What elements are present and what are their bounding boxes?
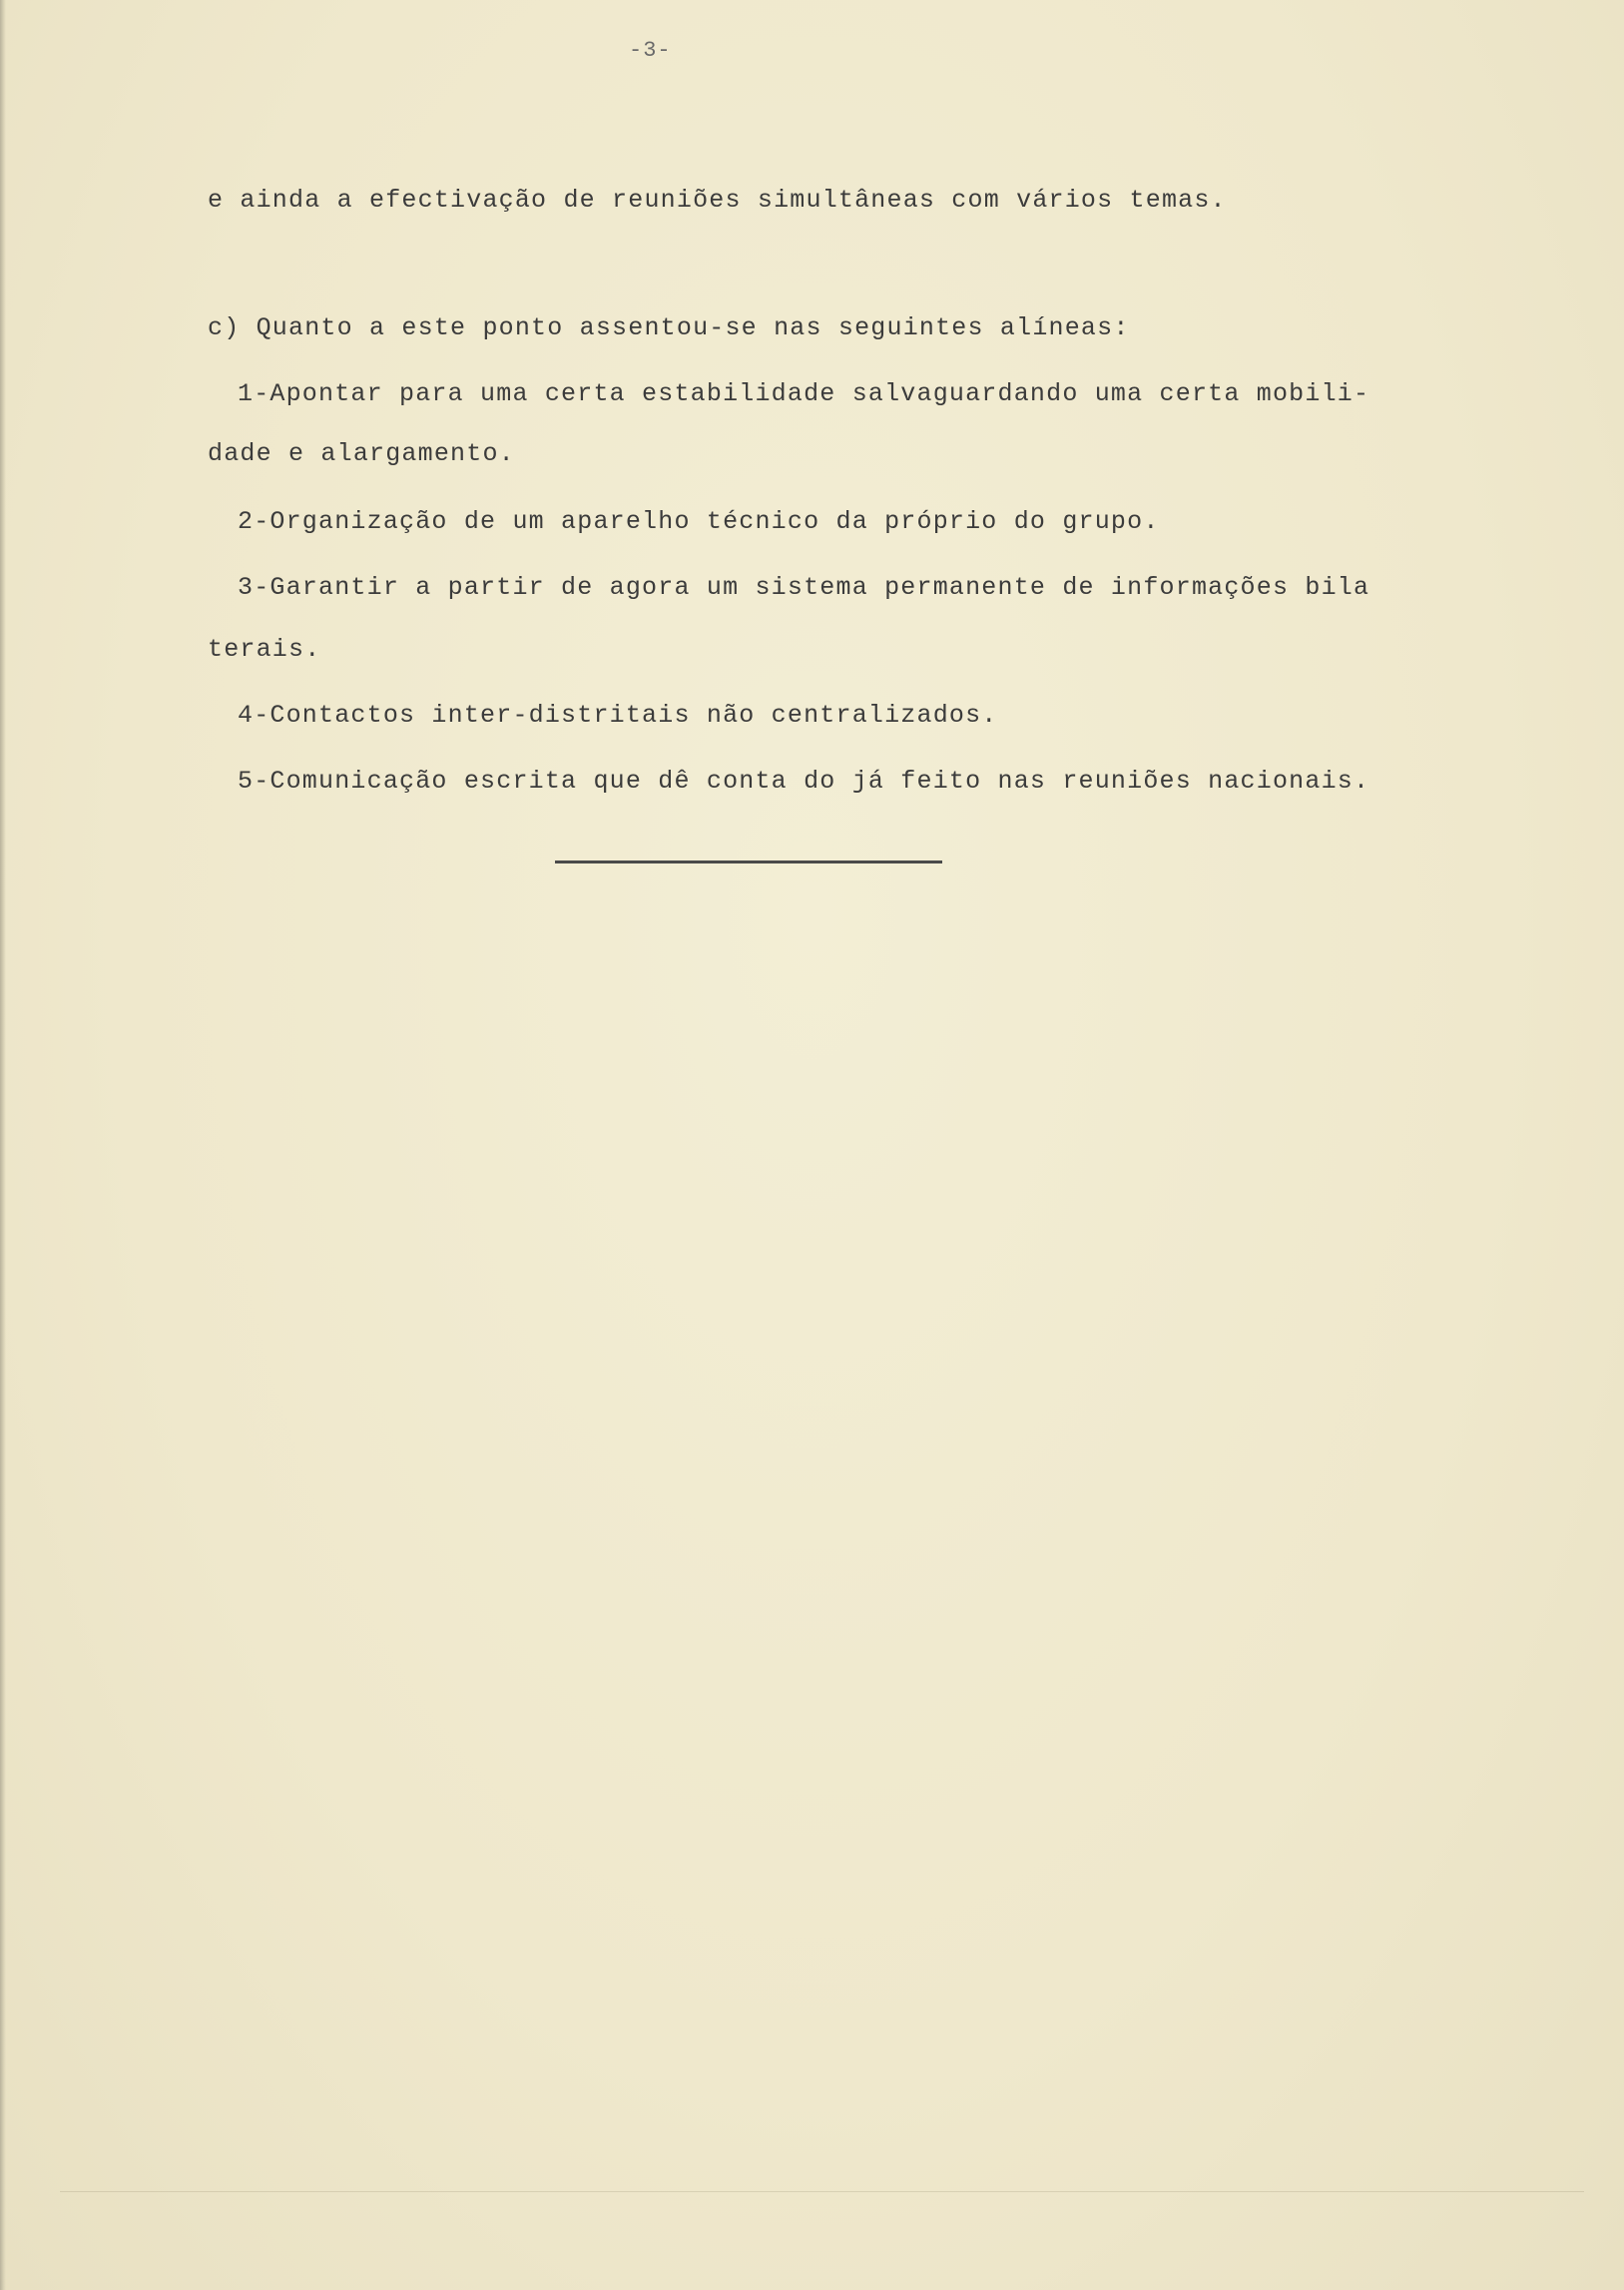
text-line: terais. (208, 635, 321, 664)
text-line: e ainda a efectivação de reuniões simultâneas com vários temas. (208, 186, 1227, 215)
paper-crease (60, 2191, 1584, 2192)
text-line: 5-Comunicação escrita que dê conta do já feito nas reuniões nacionais. (238, 767, 1370, 796)
text-line: 3-Garantir a partir de agora um sistema permanente de informações bila (238, 573, 1370, 602)
paper-edge (0, 0, 6, 2290)
text-line: 2-Organização de um aparelho técnico da próprio do grupo. (238, 507, 1160, 536)
text-line: 4-Contactos inter-distritais não centralizados. (238, 701, 998, 730)
text-line: dade e alargamento. (208, 439, 515, 468)
text-line: c) Quanto a este ponto assentou-se nas seguintes alíneas: (208, 313, 1130, 342)
closing-rule (555, 860, 942, 863)
text-line: 1-Apontar para uma certa estabilidade salvaguardando uma certa mobili- (238, 379, 1370, 408)
page-number: -3- (629, 38, 672, 63)
